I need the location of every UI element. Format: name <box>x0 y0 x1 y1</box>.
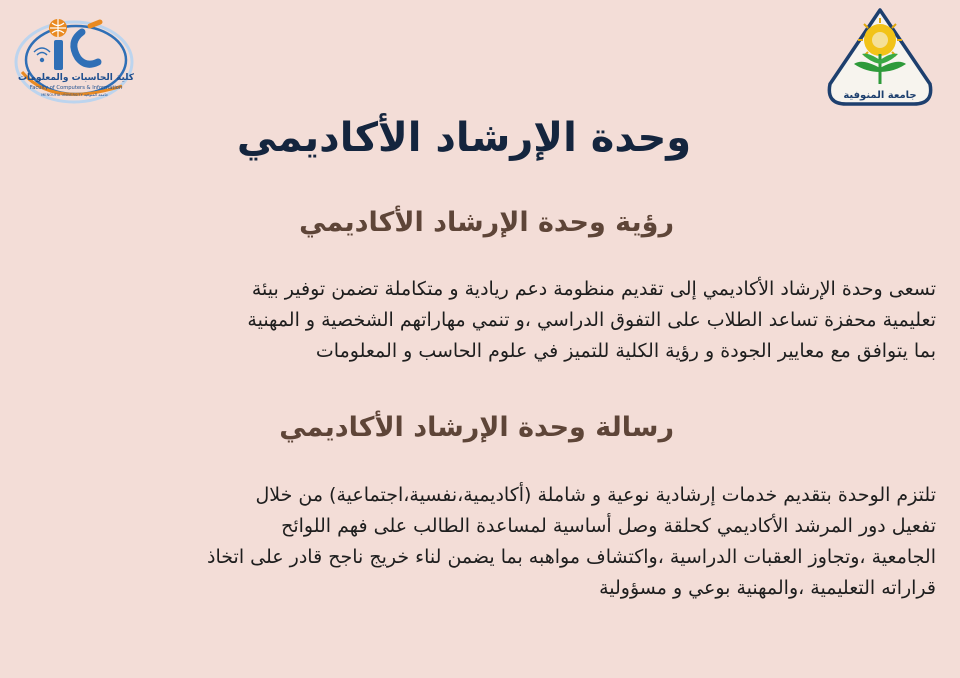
vision-line: بما يتوافق مع معايير الجودة و رؤية الكلية للتميز في علوم الحاسب و المعلومات <box>315 340 936 362</box>
mission-heading: رسالة وحدة الإرشاد الأكاديمي <box>279 412 674 443</box>
faculty-logo-text-en: Faculty of Computers & Information <box>29 85 123 91</box>
menoufia-university-seal <box>822 6 938 110</box>
vision-heading: رؤية وحدة الإرشاد الأكاديمي <box>299 207 674 238</box>
vision-line: تعليمية محفزة تساعد الطلاب على التفوق الدراسي ،و تنمي مهاراتهم الشخصية و المهنية <box>247 309 936 331</box>
mission-paragraph <box>18 480 936 604</box>
vision-paragraph <box>18 274 936 367</box>
faculty-logo-text-ar: كلية الحاسبات والمعلومات <box>17 73 135 83</box>
vision-line: تسعى وحدة الإرشاد الأكاديمي إلى تقديم منظومة دعم ريادية و متكاملة تضمن توفير بيئة <box>251 278 936 300</box>
page-title: وحدة الإرشاد الأكاديمي <box>236 115 692 161</box>
faculty-computers-information-logo <box>12 8 140 108</box>
mission-line: قراراته التعليمية ،والمهنية بوعي و مسؤولية <box>599 577 936 599</box>
faculty-logo-text-ar-2: جامعة المنوفية <box>83 92 109 97</box>
university-name: جامعة المنوفية <box>843 90 917 101</box>
faculty-logo-text-en-2: MENOUFIA UNIVERSITY <box>41 93 83 97</box>
mission-line: الجامعية ،وتجاوز العقبات الدراسية ،واكتشاف مواهبه بما يضمن لناء خريج ناجح قادر على اتخاذ <box>207 546 936 568</box>
mission-line: تلتزم الوحدة بتقديم خدمات إرشادية نوعية و شاملة (أكاديمية،نفسية،اجتماعية) من خلال <box>255 484 936 506</box>
mission-line: تفعيل دور المرشد الأكاديمي كحلقة وصل أساسية لمساعدة الطالب على فهم اللوائح <box>281 515 936 537</box>
